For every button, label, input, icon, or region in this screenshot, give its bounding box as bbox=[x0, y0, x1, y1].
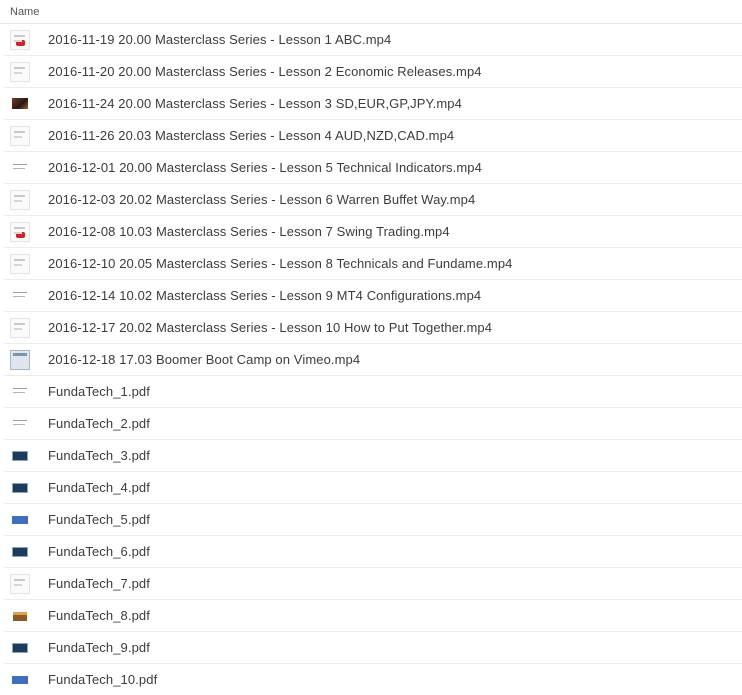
column-header-name[interactable] bbox=[0, 0, 742, 24]
file-thumbnail-icon bbox=[10, 318, 30, 338]
file-row[interactable] bbox=[4, 632, 742, 664]
file-name: FundaTech_1.pdf bbox=[48, 384, 150, 399]
file-thumbnail-icon bbox=[10, 478, 30, 498]
file-row[interactable] bbox=[4, 568, 742, 600]
file-name: FundaTech_3.pdf bbox=[48, 448, 150, 463]
file-row[interactable] bbox=[4, 472, 742, 504]
file-name: 2016-12-14 10.02 Masterclass Series - Lesson 9 MT4 Configurations.mp4 bbox=[48, 288, 482, 303]
file-name: 2016-12-10 20.05 Masterclass Series - Lesson 8 Technicals and Fundame.mp4 bbox=[48, 256, 513, 271]
file-row[interactable] bbox=[4, 344, 742, 376]
file-row[interactable] bbox=[4, 600, 742, 632]
file-name: FundaTech_8.pdf bbox=[48, 608, 150, 623]
file-thumbnail-icon bbox=[10, 254, 30, 274]
file-thumbnail-icon bbox=[10, 574, 30, 594]
file-thumbnail-icon bbox=[10, 510, 30, 530]
file-thumbnail-icon bbox=[10, 350, 30, 370]
file-name: FundaTech_2.pdf bbox=[48, 416, 150, 431]
column-header-label: Name bbox=[10, 5, 40, 18]
file-name: 2016-12-17 20.02 Masterclass Series - Lesson 10 How to Put Together.mp4 bbox=[48, 320, 493, 335]
file-row[interactable] bbox=[4, 312, 742, 344]
file-row[interactable] bbox=[4, 440, 742, 472]
file-thumbnail-icon bbox=[10, 126, 30, 146]
file-row[interactable] bbox=[4, 664, 742, 695]
file-row[interactable] bbox=[4, 376, 742, 408]
file-row[interactable] bbox=[4, 88, 742, 120]
file-name: 2016-12-03 20.02 Masterclass Series - Lesson 6 Warren Buffet Way.mp4 bbox=[48, 192, 476, 207]
file-name: 2016-12-01 20.00 Masterclass Series - Lesson 5 Technical Indicators.mp4 bbox=[48, 160, 482, 175]
file-row[interactable] bbox=[4, 408, 742, 440]
file-thumbnail-icon bbox=[10, 30, 30, 50]
file-row[interactable] bbox=[4, 504, 742, 536]
file-thumbnail-icon bbox=[10, 606, 30, 626]
file-row[interactable] bbox=[4, 216, 742, 248]
file-row[interactable] bbox=[4, 536, 742, 568]
file-thumbnail-icon bbox=[10, 670, 30, 690]
file-row[interactable] bbox=[4, 24, 742, 56]
file-row[interactable] bbox=[4, 248, 742, 280]
file-name: 2016-11-20 20.00 Masterclass Series - Lesson 2 Economic Releases.mp4 bbox=[48, 64, 482, 79]
file-thumbnail-icon bbox=[10, 286, 30, 306]
file-thumbnail-icon bbox=[10, 222, 30, 242]
file-row[interactable] bbox=[4, 280, 742, 312]
file-thumbnail-icon bbox=[10, 190, 30, 210]
file-thumbnail-icon bbox=[10, 382, 30, 402]
file-name: FundaTech_7.pdf bbox=[48, 576, 150, 591]
file-thumbnail-icon bbox=[10, 94, 30, 114]
file-row[interactable] bbox=[4, 56, 742, 88]
file-name: FundaTech_6.pdf bbox=[48, 544, 150, 559]
file-row[interactable] bbox=[4, 152, 742, 184]
file-name: FundaTech_10.pdf bbox=[48, 672, 158, 687]
file-name: 2016-11-19 20.00 Masterclass Series - Lesson 1 ABC.mp4 bbox=[48, 32, 392, 47]
file-name: 2016-11-26 20.03 Masterclass Series - Lesson 4 AUD,NZD,CAD.mp4 bbox=[48, 128, 455, 143]
file-name: FundaTech_5.pdf bbox=[48, 512, 150, 527]
file-thumbnail-icon bbox=[10, 542, 30, 562]
file-name: 2016-12-08 10.03 Masterclass Series - Lesson 7 Swing Trading.mp4 bbox=[48, 224, 450, 239]
file-name: FundaTech_9.pdf bbox=[48, 640, 150, 655]
file-thumbnail-icon bbox=[10, 446, 30, 466]
file-name: FundaTech_4.pdf bbox=[48, 480, 150, 495]
file-rows bbox=[0, 24, 742, 695]
file-thumbnail-icon bbox=[10, 62, 30, 82]
file-thumbnail-icon bbox=[10, 414, 30, 434]
file-name: 2016-11-24 20.00 Masterclass Series - Lesson 3 SD,EUR,GP,JPY.mp4 bbox=[48, 96, 462, 111]
file-thumbnail-icon bbox=[10, 638, 30, 658]
file-row[interactable] bbox=[4, 120, 742, 152]
file-name: 2016-12-18 17.03 Boomer Boot Camp on Vimeo.mp4 bbox=[48, 352, 361, 367]
file-row[interactable] bbox=[4, 184, 742, 216]
file-thumbnail-icon bbox=[10, 158, 30, 178]
